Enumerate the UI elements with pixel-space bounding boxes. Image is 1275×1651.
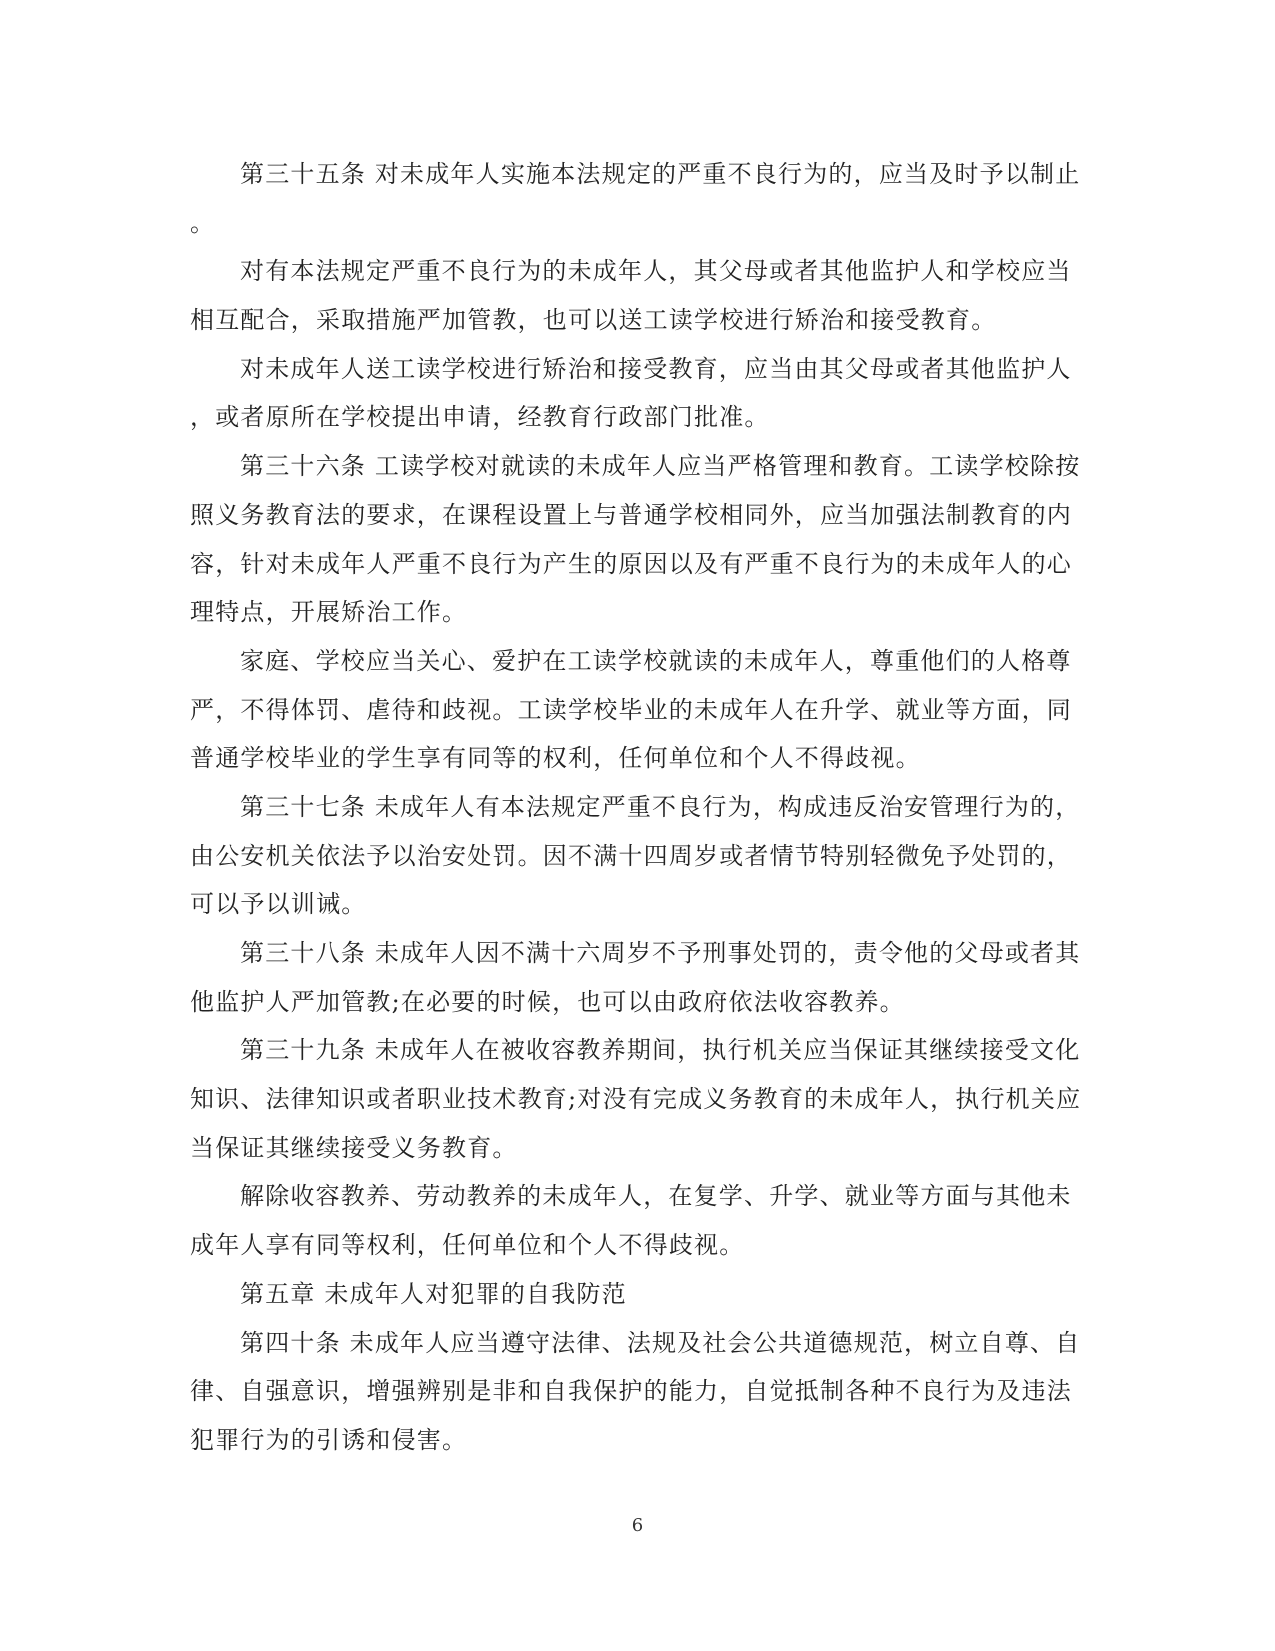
document-body xyxy=(190,150,1080,1465)
text-line: 严，不得体罚、虐待和歧视。工读学校毕业的未成年人在升学、就业等方面，同 xyxy=(190,695,1072,724)
text-line: 由公安机关依法予以治安处罚。因不满十四周岁或者情节特别轻微免予处罚的， xyxy=(190,841,1072,870)
text-line: 犯罪行为的引诱和侵害。 xyxy=(190,1425,468,1454)
text-line: 对未成年人送工读学校进行矫治和接受教育，应当由其父母或者其他监护人 xyxy=(240,354,1072,383)
text-line: 第三十九条 未成年人在被收容教养期间，执行机关应当保证其继续接受文化 xyxy=(240,1036,1081,1065)
text-line: 照义务教育法的要求，在课程设置上与普通学校相同外，应当加强法制教育的内 xyxy=(190,500,1072,529)
text-line: 律、自强意识，增强辨别是非和自我保护的能力，自觉抵制各种不良行为及违法 xyxy=(190,1377,1072,1406)
text-line: 。 xyxy=(190,208,216,237)
chapter-heading: 第五章 未成年人对犯罪的自我防范 xyxy=(240,1279,627,1308)
text-line: 容，针对未成年人严重不良行为产生的原因以及有严重不良行为的未成年人的心 xyxy=(190,549,1072,578)
text-line: 第四十条 未成年人应当遵守法律、法规及社会公共道德规范，树立自尊、自 xyxy=(240,1328,1081,1357)
text-line: 当保证其继续接受义务教育。 xyxy=(190,1133,518,1162)
text-line: 第三十五条 对未成年人实施本法规定的严重不良行为的，应当及时予以制止 xyxy=(240,160,1081,188)
text-line: 第三十八条 未成年人因不满十六周岁不予刑事处罚的，责令他的父母或者其 xyxy=(240,939,1081,967)
text-line: 解除收容教养、劳动教养的未成年人，在复学、升学、就业等方面与其他未 xyxy=(240,1182,1072,1211)
page-number: 6 xyxy=(631,1515,644,1536)
text-line: ，或者原所在学校提出申请，经教育行政部门批准。 xyxy=(190,403,770,432)
text-line: 家庭、学校应当关心、爱护在工读学校就读的未成年人，尊重他们的人格尊 xyxy=(240,646,1072,675)
text-line: 对有本法规定严重不良行为的未成年人，其父母或者其他监护人和学校应当 xyxy=(240,257,1072,286)
text-line: 第三十六条 工读学校对就读的未成年人应当严格管理和教育。工读学校除按 xyxy=(240,452,1081,481)
text-line: 他监护人严加管教;在必要的时候，也可以由政府依法收容教养。 xyxy=(190,987,905,1016)
text-line: 可以予以训诫。 xyxy=(190,890,367,919)
text-line: 相互配合，采取措施严加管教，也可以送工读学校进行矫治和接受教育。 xyxy=(190,306,997,335)
text-line: 理特点，开展矫治工作。 xyxy=(190,598,468,627)
text-line: 知识、法律知识或者职业技术教育;对没有完成义务教育的未成年人，执行机关应 xyxy=(190,1085,1082,1114)
text-line: 成年人享有同等权利，任何单位和个人不得歧视。 xyxy=(190,1231,745,1260)
text-line: 普通学校毕业的学生享有同等的权利，任何单位和个人不得歧视。 xyxy=(190,744,921,773)
text-line: 第三十七条 未成年人有本法规定严重不良行为，构成违反治安管理行为的， xyxy=(240,792,1081,821)
